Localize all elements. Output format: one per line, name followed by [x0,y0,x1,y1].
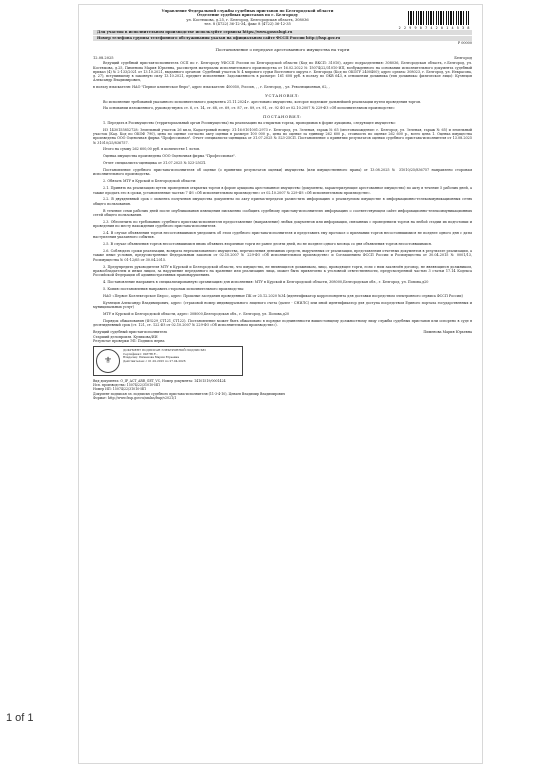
postanovil-paragraph: В течение семи рабочих дней после опубликования извещения письменно сообщить судебному приставу-исполнителю информацию о соответствующем сайте информационно-телекоммуникационных сетей общего пользования. [93,208,472,217]
footer-line: Документ подписан эл. подписью судебного пристава-исполнителя (11-3-4-10), Ценаев Владимир Владимирович [93,391,285,396]
stamp-line: ДОКУМЕНТ ПОДПИСАН ЭЛЕКТРОННОЙ ПОДПИСЬЮ [123,348,206,353]
postanovil-paragraph: 4. Постановление направить в специализированную организацию для исполнения: МТУ в Курской и Белгородской области, 308000,Белгородская обл., г. Белгород, ул. Попова,д20 [103,280,429,284]
ustanovil-paragraph: На основании изложенного, руководствуясь ст. 6, ст. 14, ст. 68, ст. 69, ст. 87, ст. 89, ст. 91, ст. 92 ФЗ от 02.10.2007 № 229-ФЗ «Об исполнительном производстве» [103,106,395,111]
postanovil-paragraph: 2.2. В двухдневный срок с момента получения имущества документы по акту приема-передачи разместить информацию о реализуемом имуществе в информационно-телекоммуникационных сетях общего пользования. [93,197,472,206]
postanovil-paragraph: 2. Обязать МТУ в Курской и Белгородской области: [103,179,197,184]
signature-check: Результат проверки ЭП: Подпись верна [93,338,165,343]
document-place: Белгород [454,56,472,61]
ustanovil-heading: УСТАНОВИЛ: [265,92,300,98]
e-signature-stamp [93,346,243,376]
postanovil-paragraph: 2.5. В случае объявления торгов несостоявшимися вновь объявить вторичные торги не ранее десяти дней, но не позднее одного месяца со дня объявления торгов несостоявшимися. [103,242,432,247]
barcode [408,11,470,25]
footer-line: Формат: http://www.fssp.gov.ru/xmlns/fssp/v2021/1 [93,395,177,400]
stamp-line: Сертификат: 0287B1F... [123,351,158,356]
footer-line: Вид документа: О_IP_ACT_ARR_GET_VC, Номер документа: 14101519/0001424 [93,379,226,384]
intro-paragraph: Ведущий судебный пристав-исполнитель ОСП по г. Белгороду УФССП России по Белгородской области (Код по ВКСП: 31010), адрес подразделения: 308036, Белгородская область, г.Белгород, ул. Костюкова, д.25, Пименова Мария Юрьевна, рассмотрев материалы исполнительного производства от 16.02.2022 № 15074/22/31010-ИП, возбужденного на основании исполнительного документа судебный приказ (4) № 2-133/2021 от 13.10.2021, выданного органом: Судебный участок № 4 мирового судьи Восточного округа г. Белгорода (Код по ОКОГУ 2400400); адрес органа: 308023, г. Белгород, ул. Некрасова, д. 27), вступившему в законную силу 13.10.2021, предмет исполнения: Задолженность в размере: 161 608 руб. в пользу по ОКВ 643, в отношении должника (тип должника: физическое лицо): Кузнецов Александр Владимирович, [93,61,472,83]
footer-line: Исп. производства: 15074/22/31010-ИП [93,383,160,388]
stamp-line: Владелец: Пименова Мария Юрьевна [123,355,180,360]
header-line-address: ул. Костюкова, д.25, г. Белгород, Белгородская область, 308036 [186,17,309,22]
header-line-department: Отделение судебных приставов по г. Белгороду [196,13,299,18]
signature-check-row [93,339,472,343]
signature-clerk: Старший делопроизв. Куликова/ИИ [93,334,158,339]
postanovil-paragraph: 5. Копию постановления направить сторонам исполнительного производства: [103,286,245,291]
stamp-text [120,349,206,373]
header-line-phone: тел. 8 (4722) 36-12-34, факс 8 (4722) 36-12-35 [204,22,291,27]
postanovil-heading: ПОСТАНОВИЛ: [262,113,303,119]
intro-paragraph: в пользу взыскателя: НАО "Первое клиентское бюро", адрес взыскателя: 400050, Россия, , , г. Белгород, , ул. Революционная, 62, , [93,85,330,90]
footer-line: Номер ИП: 15074/22/31010-ИП [93,387,146,392]
postanovil-paragraph: 2.4. В случае объявления торгов несостоявшимися уведомить об этом судебного пристава-исполнителя и представить ему протокол о признании торгов несостоявшимися не позднее одного дня с даты наступления указанного события. [93,230,472,240]
postanovil-paragraph: 2.6. Соблюдать сроки реализации, возврата нереализованного имущества, перечисления денежных средств, вырученных от реализации, представления отчетных документов в результате реализации, а также иные условия, предусмотренные Федеральным законом от 02.10.2007 № 229-ФЗ «Об исполнительном производстве» и Соглашением ФССП России и Росимущества от 30.04.2015 № 0001/13, Росимущества № 01-12/65 от 30.04.2015. [93,249,472,262]
header-line-agency: Управление Федеральной службы судебных приставов по Белгородской области [161,9,334,13]
barcode-number: 2 2 9 9 0 7 4 2 0 1 4 5 3 8 [398,26,470,30]
phone-band: Номер телефона группы телефонного обслуживания указан на официальном сайте ФССП России http://fssp.gov.ru [93,36,472,41]
postanovil-list [93,121,472,328]
postanovil-paragraph: 2.1. Принять на реализацию путем проведения открытых торгов в форме аукциона арестованное имущество (документы, характеризующие арестованное имущество) по акту в течение 5 рабочих дней, а также продать его в сроки, установленные частью 7 ФЗ «Об исполнительном производстве» от 02.10.2007 № 229-ФЗ «Об исполнительном производстве». [93,186,472,195]
document-title: Постановление о передаче арестованного имущества на торги [215,47,350,53]
footer-meta [93,379,472,399]
postanovil-paragraph: 1. Передать в Росимущество (территориальный орган Росимущества) на реализацию на открытых торгах, проводимых в форме аукциона, следующее имущество: [103,120,396,125]
document-date: 12.08.2025 [93,56,114,61]
gosuslugi-band: Для участия в исполнительном производстве используйте сервисы https://www.gosuslugi.ru [93,30,472,35]
postanovil-paragraph: НАО «Первое Коллекторское Бюро», адрес: Прошлые заседания проведенные ПК от 25.12.2020 №34 (идентификатор корреспондента для доставки посредством электронного сервиса ФССП России) [103,293,463,298]
signature-name: Пименова Мария Юрьевна [423,330,472,335]
postanovil-paragraph: Отчет специалиста-оценщика от 31.07.2025 № 523-25СП. [103,161,207,166]
page-counter: 1 of 1 [6,712,34,724]
postanovil-paragraph: Порядок обжалования (ФЗ229_СТ121_СТ122). Постановление может быть обжаловано в порядке подчиненности вышестоящему должностному лицу службы судебных приставов или оспорено в суде в десятидневный срок (ст. 121, ст. 122 ФЗ от 02.10.2007 № 229-ФЗ «Об исполнительном производстве»). [93,318,472,328]
postanovil-paragraph: 2.3. Обеспечить по требованию судебного пристава-исполнителя предоставление (направление) любых документов или информации, связанных с проведением торгов на любой стадии их подготовки и проведения по месту нахождения судебного пристава-исполнителя. [93,219,472,229]
postanovil-paragraph: Постановление судебного пристава-исполнителя об оценке (о принятии результатов оценки) имущества (или имущественного права) от 13.08.2025 № 31010/25/836757 направлено сторонам исполнительного производства. [93,168,472,177]
postanovil-paragraph: ИЗ 1430155852728: Земельный участок 26 кв.м, Кадастровый номер: 31:16:0101001:2973 г. Белгород, ул. Зеленая, гараж № 65 (местонахождение: г. Белгород, ул. Зеленая, гараж № 65) и земельный участок (Кад. Код по ОКОФ 790), цена по оценке согласно акту оценки в размере 100 000 р., цена по оценке за единицу 262 600 р., стоимость по оценке 262 600 р., всего цена 1. Оценка имущества произведена ООО Оценочная фирма "Профессионал". Отчет специалиста-оценщика от 31.07.2025 № 523-25СП. Постановление о принятии результатов оценки судебного пристава-исполнителя от 13.08.2025 № 31010/25/836757. [93,127,472,145]
postanovil-paragraph: Кузнецов Александр Владимирович, адрес: (страховой номер индивидуального лицевого счета (далее - СНИЛС) или иной идентификатор для доступа посредством Единого портала государственных и муниципальных услуг) [93,300,472,309]
postanovil-paragraph: Итого на сумму 262 600,00 руб. в количестве 1 лотов. [103,147,201,152]
document-page [78,4,483,764]
stamp-line: Действителен: с 01.02.2025 по 27.04.2026 [123,359,186,364]
postanovil-paragraph: 3. Предупредить руководителя МТУ в Курской и Белгородской области, что имущество, не являющиеся должником, лицо, проводящее торги, если с ним заключён договор, не являющиеся должником, правообладателем и иным лицом, за нарушение переданного на хранение или реализацию лица, может быть привлечено к уголовной ответственности, предусмотренной частью 3 статьи 17.14 Кодекса Российской Федерации об административных правонарушениях. [93,264,472,278]
ustanovil-paragraph: Во исполнение требований указанного исполнительного документа 21.11.2024 г. арестовано имущество, которое подлежит дальнейшей реализации путем проведения торгов. [103,99,422,104]
document-header [93,9,472,30]
postanovil-paragraph: МТУ в Курской и Белгородской области, адрес: 308000,Белгородская обл., г. Белгород, ул. Попова,д20 [103,311,290,316]
signature-position: Ведущий судебный пристав-исполнитель [93,330,168,335]
emblem-icon: ⚜ [96,349,120,373]
postanovil-paragraph: Оценка имущества произведена ООО Оценочная фирма "Профессионал". [103,154,237,159]
top-right-note: Р 00000 [457,40,472,45]
